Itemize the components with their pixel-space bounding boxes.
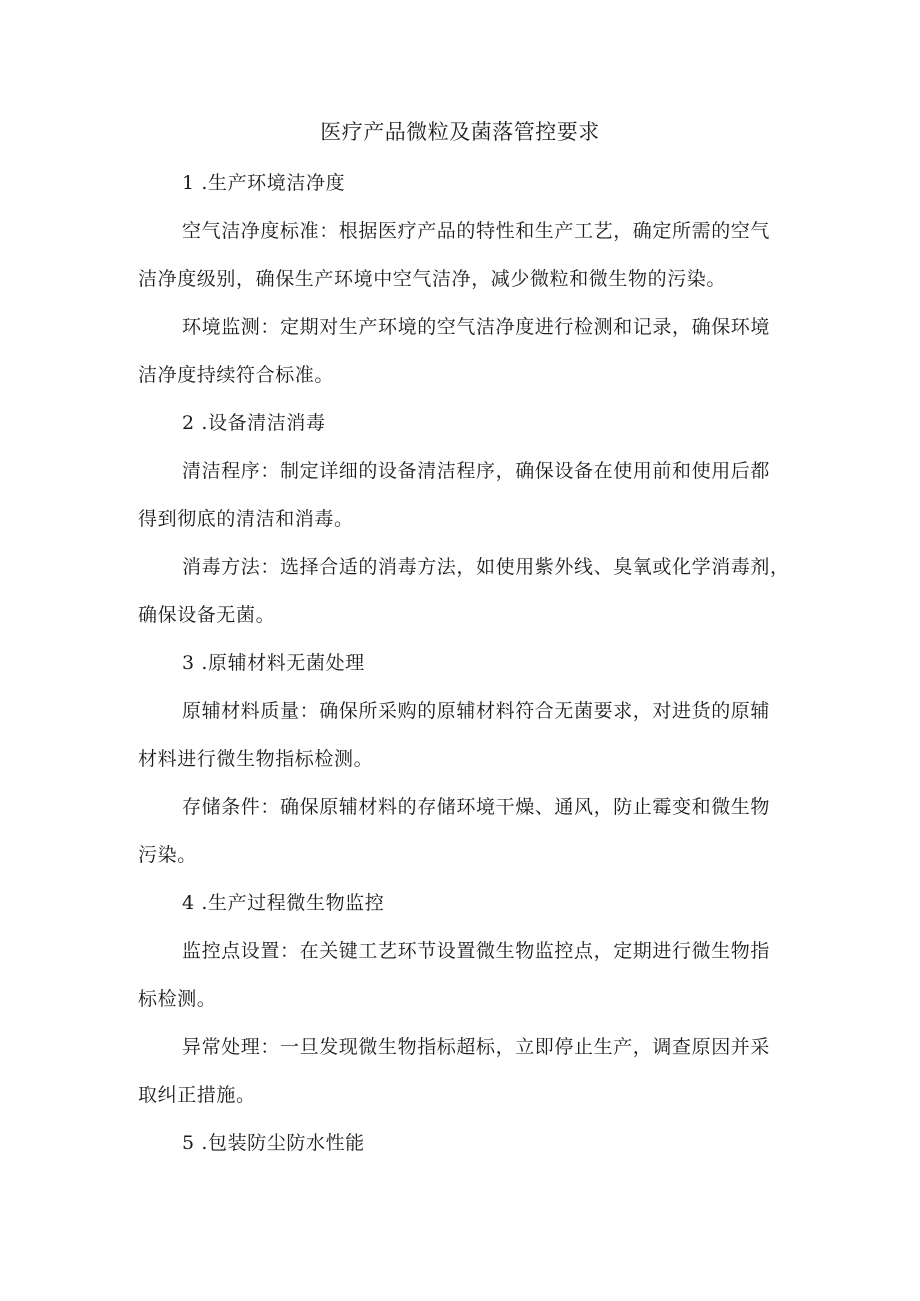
paragraph-line: 取纠正措施。: [138, 1084, 256, 1106]
section-heading: 1 .生产环境洁净度: [182, 172, 346, 194]
paragraph-line: 存储条件：确保原辅材料的存储环境干燥、通风，防止霉变和微生物: [182, 796, 771, 818]
paragraph-line: 洁净度级别，确保生产环境中空气洁净，减少微粒和微生物的污染。: [138, 268, 727, 290]
paragraph-line: 污染。: [138, 844, 197, 866]
paragraph-line: 环境监测：定期对生产环境的空气洁净度进行检测和记录，确保环境: [182, 316, 771, 338]
paragraph-line: 材料进行微生物指标检测。: [138, 748, 374, 770]
paragraph-line: 标检测。: [138, 988, 217, 1010]
section-heading: 4 .生产过程微生物监控: [182, 892, 385, 914]
paragraph-line: 消毒方法：选择合适的消毒方法，如使用紫外线、臭氧或化学消毒剂，: [182, 556, 790, 578]
paragraph-line: 洁净度持续符合标准。: [138, 364, 335, 386]
page-title: 医疗产品微粒及菌落管控要求: [320, 120, 600, 144]
section-heading: 5 .包装防尘防水性能: [182, 1132, 365, 1154]
paragraph-line: 原辅材料质量：确保所采购的原辅材料符合无菌要求，对进货的原辅: [182, 700, 771, 722]
paragraph-line: 空气洁净度标准：根据医疗产品的特性和生产工艺，确定所需的空气: [182, 220, 771, 242]
section-heading: 2 .设备清洁消毒: [182, 412, 326, 434]
paragraph-line: 确保设备无菌。: [138, 604, 276, 626]
paragraph-line: 异常处理：一旦发现微生物指标超标，立即停止生产，调查原因并采: [182, 1036, 771, 1058]
paragraph-line: 得到彻底的清洁和消毒。: [138, 508, 354, 530]
paragraph-line: 监控点设置：在关键工艺环节设置微生物监控点，定期进行微生物指: [182, 940, 771, 962]
paragraph-line: 清洁程序：制定详细的设备清洁程序，确保设备在使用前和使用后都: [182, 460, 771, 482]
section-heading: 3 .原辅材料无菌处理: [182, 652, 365, 674]
